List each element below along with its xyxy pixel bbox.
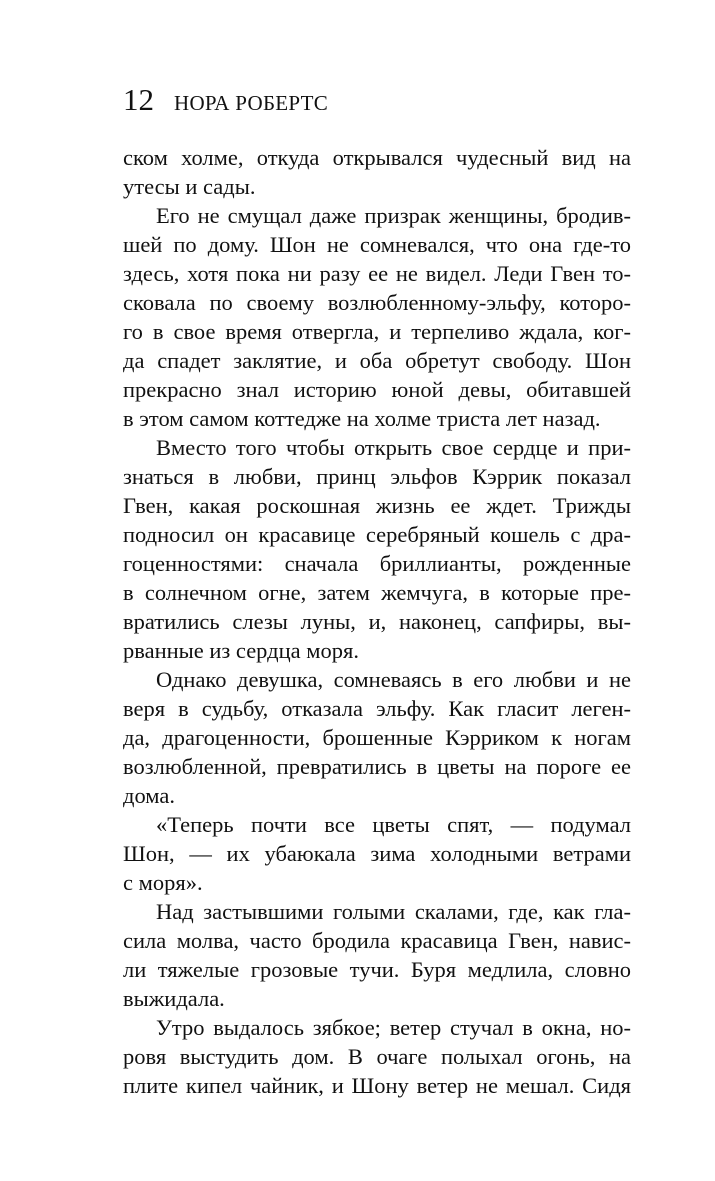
text-line: Гвен, какая роскошная жизнь ее ждет. Трижды (123, 493, 631, 518)
paragraph (123, 810, 631, 897)
text-line: подносил он красавице серебряный кошель с дра- (123, 522, 631, 547)
text-line: рванные из сердца моря. (123, 638, 359, 663)
text-line: Шон, — их убаюкала зима холодными ветрами (123, 841, 631, 866)
text-line: Его не смущал даже призрак женщины, бродив- (156, 203, 631, 228)
text-line: вратились слезы луны, и, наконец, сапфиры, вы- (123, 609, 631, 634)
text-line: с моря». (123, 870, 203, 895)
paragraph (123, 665, 631, 810)
text-line: плите кипел чайник, и Шону ветер не мешал. Сидя (123, 1073, 631, 1098)
paragraph (123, 201, 631, 433)
text-line: сила молва, часто бродила красавица Гвен, навис- (123, 928, 631, 953)
text-line: дома. (123, 783, 175, 808)
text-body (123, 143, 631, 1100)
text-line: «Теперь почти все цветы спят, — подумал (156, 812, 631, 837)
text-line: да спадет заклятие, и оба обретут свободу. Шон (123, 348, 631, 373)
text-line: Над застывшими голыми скалами, где, как гла- (156, 899, 631, 924)
text-line: в этом самом коттедже на холме триста лет назад. (123, 406, 601, 431)
text-line: знаться в любви, принц эльфов Кэррик показал (123, 464, 631, 489)
paragraph (123, 897, 631, 1013)
text-line: Однако девушка, сомневаясь в его любви и не (156, 667, 631, 692)
running-head (123, 82, 328, 122)
text-line: веря в судьбу, отказала эльфу. Как гласит леген- (123, 696, 631, 721)
text-line: ровя выстудить дом. В очаге полыхал огонь, на (123, 1044, 631, 1069)
paragraph (123, 1013, 631, 1100)
text-line: сковала по своему возлюбленному-эльфу, которо- (123, 290, 631, 315)
text-line: прекрасно знал историю юной девы, обитавшей (123, 377, 631, 402)
text-line: выжидала. (123, 986, 225, 1011)
paragraph (123, 143, 631, 201)
text-line: Утро выдалось зябкое; ветер стучал в окна, но- (156, 1015, 631, 1040)
text-line: Вместо того чтобы открыть свое сердце и при- (156, 435, 631, 460)
text-line: го в свое время отвергла, и терпеливо ждала, ког- (123, 319, 631, 344)
page-number: 12 (123, 82, 154, 117)
text-line: возлюбленной, превратились в цветы на пороге ее (123, 754, 631, 779)
text-line: в солнечном огне, затем жемчуга, в которые пре- (123, 580, 631, 605)
text-line: гоценностями: сначала бриллианты, рожденные (123, 551, 631, 576)
text-line: да, драгоценности, брошенные Кэрриком к ногам (123, 725, 631, 750)
paragraph (123, 433, 631, 665)
text-line: утесы и сады. (123, 174, 256, 199)
text-line: ском холме, откуда открывался чудесный вид на (123, 145, 631, 170)
text-line: шей по дому. Шон не сомневался, что она где-то (123, 232, 631, 257)
text-line: здесь, хотя пока ни разу ее не видел. Леди Гвен то- (123, 261, 631, 286)
author-name: НОРА РОБЕРТС (174, 91, 329, 115)
text-line: ли тяжелые грозовые тучи. Буря медлила, словно (123, 957, 631, 982)
